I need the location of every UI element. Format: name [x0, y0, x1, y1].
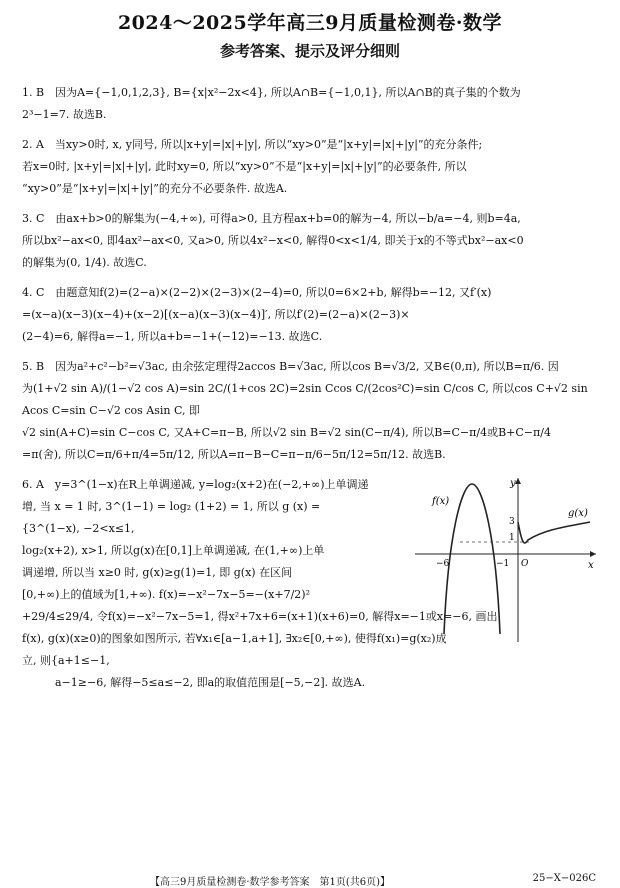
answer-3-line-2: 所以bx²−ax<0, 即4ax²−ax<0, 又a>0, 所以4x²−x<0, 解得0<x<1/4, 即关于x的不等式bx²−ax<0	[22, 234, 524, 247]
tick-label-neg-one: −1	[496, 559, 510, 569]
answer-5-line-3: √2 sin(A+C)=sin C−cos C, 又A+C=π−B, 所以√2 sin B=√2 sin(C−π/4), 所以B=C−π/4或B+C−π/4	[22, 426, 551, 439]
answer-1-line-2: 2³−1=7. 故选B.	[22, 108, 107, 121]
answer-2-line-1: 2. A 当xy>0时, x, y同号, 所以|x+y|=|x|+|y|, 所以“xy>0”是“|x+y|=|x|+|y|”的充分条件;	[22, 138, 483, 151]
page-subtitle: 参考答案、提示及评分细则	[219, 42, 400, 60]
answer-6-line-7: +29/4≤29/4, 令f(x)=−x²−7x−5=1, 得x²+7x+6=(x+1)(x+6)=0, 解得x=−1或x=−6, 画出	[22, 610, 498, 623]
answer-4	[22, 282, 598, 348]
answer-6-line-8: f(x), g(x)(x≥0)的图象如图所示, 若∀x₁∈[a−1,a+1], ∃x₂∈[0,+∞), 使得f(x₁)=g(x₂)成	[22, 632, 447, 645]
answer-6-line-9: 立, 则{a+1≤−1,	[22, 654, 110, 667]
footer-code: 25−X−026C	[532, 873, 596, 884]
answer-6-line-5: 调递增, 所以当 x≥0 时, g(x)≥g(1)=1, 即 g(x) 在区间	[22, 566, 293, 579]
answer-6-line-10: a−1≥−6, 解得−5≤a≤−2, 即a的取值范围是[−5,−2]. 故选A.	[22, 676, 366, 689]
y-axis-label: y	[510, 478, 516, 489]
function-graph-figure	[410, 474, 600, 644]
fx-curve	[444, 484, 500, 634]
x-axis-arrow	[590, 551, 596, 557]
answer-4-line-3: (2−4)=6, 解得a=−1, 所以a+b=−1+(−12)=−13. 故选C.	[22, 330, 323, 343]
answer-6-line-4: log₂(x+2), x>1, 所以g(x)在[0,1]上单调递减, 在(1,+∞)上单	[22, 544, 325, 557]
gx-curve	[518, 522, 590, 543]
answer-5	[22, 356, 598, 466]
answer-4-line-2: =(x−a)(x−3)(x−4)+(x−2)[(x−a)(x−3)(x−4)]′, 所以f′(2)=(2−a)×(2−3)×	[22, 308, 410, 321]
gx-label: g(x)	[568, 508, 588, 519]
answer-2-line-3: “xy>0”是“|x+y|=|x|+|y|”的充分不必要条件. 故选A.	[22, 182, 288, 195]
tick-label-one: 1	[509, 533, 515, 543]
page-title: 2024～2025学年高三9月质量检测卷·数学	[117, 12, 503, 34]
answer-1	[22, 82, 598, 126]
answer-1-line-1: 1. B 因为A={−1,0,1,2,3}, B={x|x²−2x<4}, 所以A∩B={−1,0,1}, 所以A∩B的真子集的个数为	[22, 86, 521, 99]
answer-6	[22, 474, 598, 694]
footer-page-info: 【高三9月质量检测卷·数学参考答案 第1页(共6页)】	[150, 877, 391, 888]
answer-5-line-4: =π(舍), 所以C=π/6+π/4=5π/12, 所以A=π−B−C=π−π/6−5π/12=5π/12. 故选B.	[22, 448, 446, 461]
answer-content	[22, 82, 598, 702]
answer-3-line-3: 的解集为(0, 1/4). 故选C.	[22, 256, 147, 269]
answer-3-line-1: 3. C 由ax+b>0的解集为(−4,+∞), 可得a>0, 且方程ax+b=0的解为−4, 所以−b/a=−4, 则b=4a,	[22, 212, 521, 225]
answer-2	[22, 134, 598, 200]
answer-6-line-1: 6. A y=3^(1−x)在R上单调递减, y=log₂(x+2)在(−2,+∞)上单调递	[22, 478, 369, 491]
answer-6-line-2: 增, 当 x = 1 时, 3^(1−1) = log₂ (1+2) = 1, 所以 g (x) =	[22, 500, 321, 513]
x-axis-label: x	[588, 560, 594, 571]
answer-5-line-2: 为(1+√2 sin A)/(1−√2 cos A)=sin 2C/(1+cos 2C)=2sin Ccos C/(2cos²C)=sin C/cos C, 所以cos C+√2 sin Acos C=sin C−√2 cos Asin C, 即	[22, 382, 588, 417]
answer-6-left-text	[22, 474, 417, 606]
answer-3	[22, 208, 598, 274]
fx-label: f(x)	[432, 496, 450, 507]
answer-6-line-6: [0,+∞)上的值域为[1,+∞). f(x)=−x²−7x−5=−(x+7/2)²	[22, 588, 310, 601]
answer-4-line-1: 4. C 由题意知f(2)=(2−a)×(2−2)×(2−3)×(2−4)=0, 所以0=6×2+b, 解得b=−12, 又f′(x)	[22, 286, 492, 299]
tick-label-neg-six: −6	[436, 559, 450, 569]
answer-6-line-3: {3^(1−x), −2<x≤1,	[22, 522, 135, 535]
answer-5-line-1: 5. B 因为a²+c²−b²=√3ac, 由余弦定理得2accos B=√3ac, 所以cos B=√3/2, 又B∈(0,π), 所以B=π/6. 因	[22, 360, 559, 373]
y-axis-arrow	[515, 478, 521, 484]
origin-label: O	[521, 559, 529, 569]
tick-label-three: 3	[509, 517, 515, 527]
answer-2-line-2: 若x=0时, |x+y|=|x|+|y|, 此时xy=0, 所以“xy>0”不是“|x+y|=|x|+|y|”的必要条件, 所以	[22, 160, 467, 173]
